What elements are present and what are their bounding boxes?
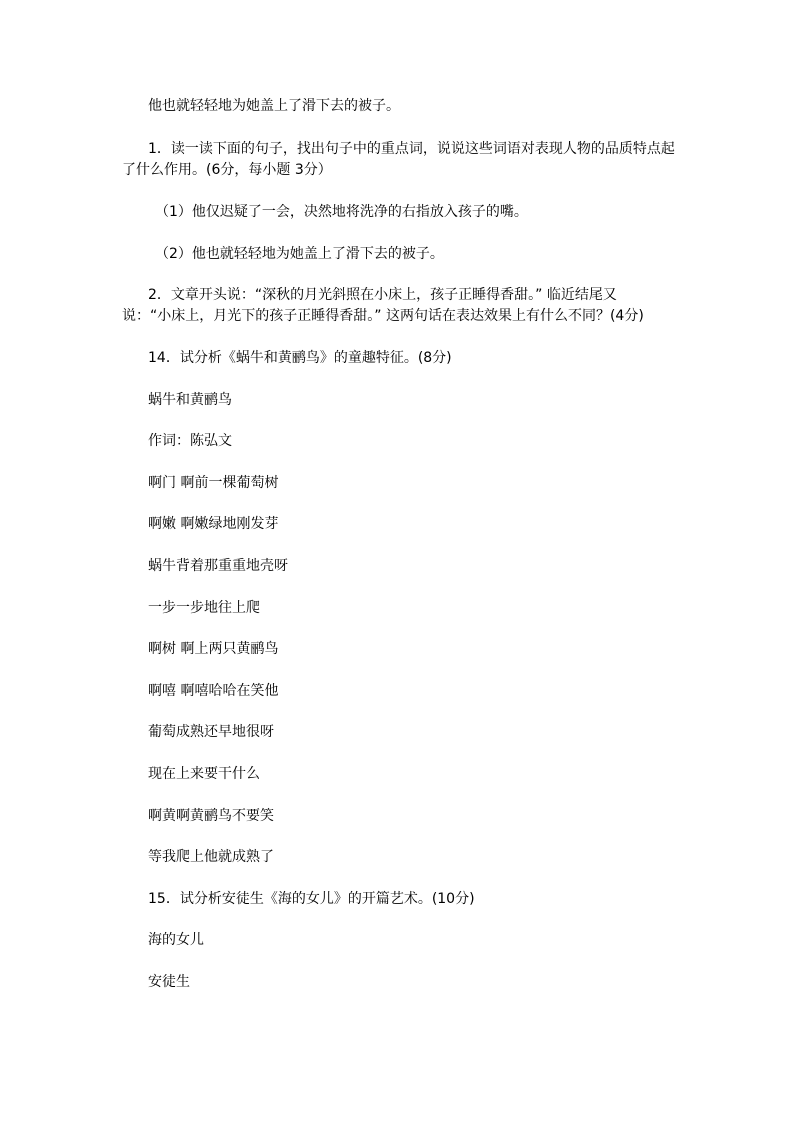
question-14: 14．试分析《蜗牛和黄鹂鸟》的童趣特征。(8分) (148, 350, 452, 366)
lyric-line: 啊黄啊黄鹂鸟不要笑 (148, 808, 274, 824)
sub-question-1: （1）他仅迟疑了一会，决然地将洗净的右指放入孩子的嘴。 (155, 204, 528, 220)
lyric-line: 现在上来要干什么 (148, 766, 260, 782)
lyric-line: 啊树 啊上两只黄鹂鸟 (148, 641, 279, 657)
lyric-line: 蜗牛背着那重重地壳呀 (148, 558, 288, 574)
lyric-line: 啊嫩 啊嫩绿地刚发芽 (148, 516, 279, 532)
lyric-line: 等我爬上他就成熟了 (148, 849, 274, 865)
story-author: 安徒生 (148, 974, 190, 990)
lyric-line: 葡萄成熟还早地很呀 (148, 724, 274, 740)
song-title: 蜗牛和黄鹂鸟 (148, 392, 232, 408)
lyric-line: 一步一步地往上爬 (148, 600, 260, 616)
sub-question-2: （2）他也就轻轻地为她盖上了滑下去的被子。 (155, 246, 444, 262)
question-1: 1．读一读下面的句子，找出句子中的重点词，说说这些词语对表现人物的品质特点起了什么作用。(6分，每小题 3分） (122, 141, 675, 178)
lyric-line: 啊门 啊前一棵葡萄树 (148, 475, 279, 491)
question-15: 15．试分析安徒生《海的女儿》的开篇艺术。(10分) (148, 891, 475, 907)
song-lyricist: 作词：陈弘文 (148, 433, 232, 449)
story-title: 海的女儿 (148, 932, 204, 948)
paragraph: 他也就轻轻地为她盖上了滑下去的被子。 (148, 98, 400, 114)
lyric-line: 啊嘻 啊嘻哈哈在笑他 (148, 683, 279, 699)
question-2: 2．文章开头说：“深秋的月光斜照在小床上，孩子正睡得香甜。” 临近结尾又说：“小床上，月光下的孩子正睡得香甜。” 这两句话在表达效果上有什么不同？(4分) (122, 287, 644, 324)
